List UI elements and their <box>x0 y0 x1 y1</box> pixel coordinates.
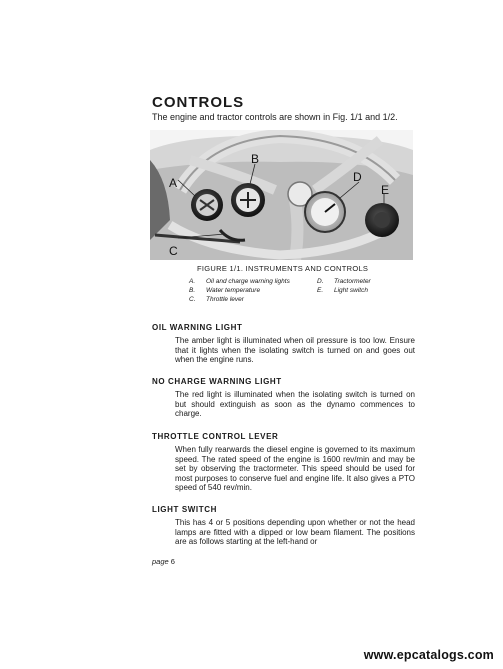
label-b: B <box>251 152 260 166</box>
legend-text: Throttle lever <box>206 296 244 303</box>
dashboard-photo <box>150 130 413 260</box>
legend-key: C. <box>189 296 196 303</box>
page-number <box>152 557 175 566</box>
label-e: E <box>381 183 390 197</box>
section-heading-no-charge: NO CHARGE WARNING LIGHT <box>152 377 282 386</box>
page-prefix: page <box>152 557 169 566</box>
figure-caption: FIGURE 1/1. INSTRUMENTS AND CONTROLS <box>197 264 369 273</box>
legend-key: E. <box>317 287 324 294</box>
figure-legend <box>189 277 371 304</box>
label-c: C <box>169 244 178 258</box>
legend-text: Water temperature <box>206 287 261 294</box>
section-body-oil-warning: The amber light is illuminated when oil pressure is too low. Ensure that it lights when the isolating switch is turned on and goes out when the engine runs. <box>175 336 415 364</box>
section-heading-throttle: THROTTLE CONTROL LEVER <box>152 432 279 441</box>
label-d: D <box>353 170 362 184</box>
section-body-light-switch: This has 4 or 5 positions depending upon whether or not the head lamps are fitted with a dipped or low beam filament. The positions are as follows starting at the left-hand or <box>175 518 415 546</box>
intro-text: The engine and tractor controls are shown in Fig. 1/1 and 1/2. <box>152 112 398 122</box>
legend-row <box>189 295 371 304</box>
section-body-no-charge: The red light is illuminated when the isolating switch is turned on but should extinguish as soon as the dynamo commences to charge. <box>175 390 415 418</box>
instrument-figure <box>150 130 413 260</box>
section-heading-light-switch: LIGHT SWITCH <box>152 505 217 514</box>
legend-text: Oil and charge warning lights <box>206 278 290 285</box>
section-body-throttle: When fully rearwards the diesel engine is governed to its maximum speed. The rated speed of the engine is 1600 rev/min and may be set by observing the tractormeter. This speed should be used for most purposes to conserve fuel and engine life. It also gives a PTO speed of 540 rev/min. <box>175 445 415 492</box>
page-title: CONTROLS <box>152 94 245 111</box>
section-heading-oil-warning: OIL WARNING LIGHT <box>152 323 243 332</box>
page-number-value: 6 <box>170 557 175 566</box>
label-a: A <box>169 176 178 190</box>
legend-key: D. <box>317 278 324 285</box>
legend-text: Tractormeter <box>334 278 371 285</box>
legend-text: Light switch <box>334 287 368 294</box>
legend-row <box>189 286 371 295</box>
legend-key: A. <box>189 278 196 285</box>
watermark: www.epcatalogs.com <box>363 648 494 662</box>
legend-row <box>189 277 371 286</box>
legend-key: B. <box>189 287 196 294</box>
